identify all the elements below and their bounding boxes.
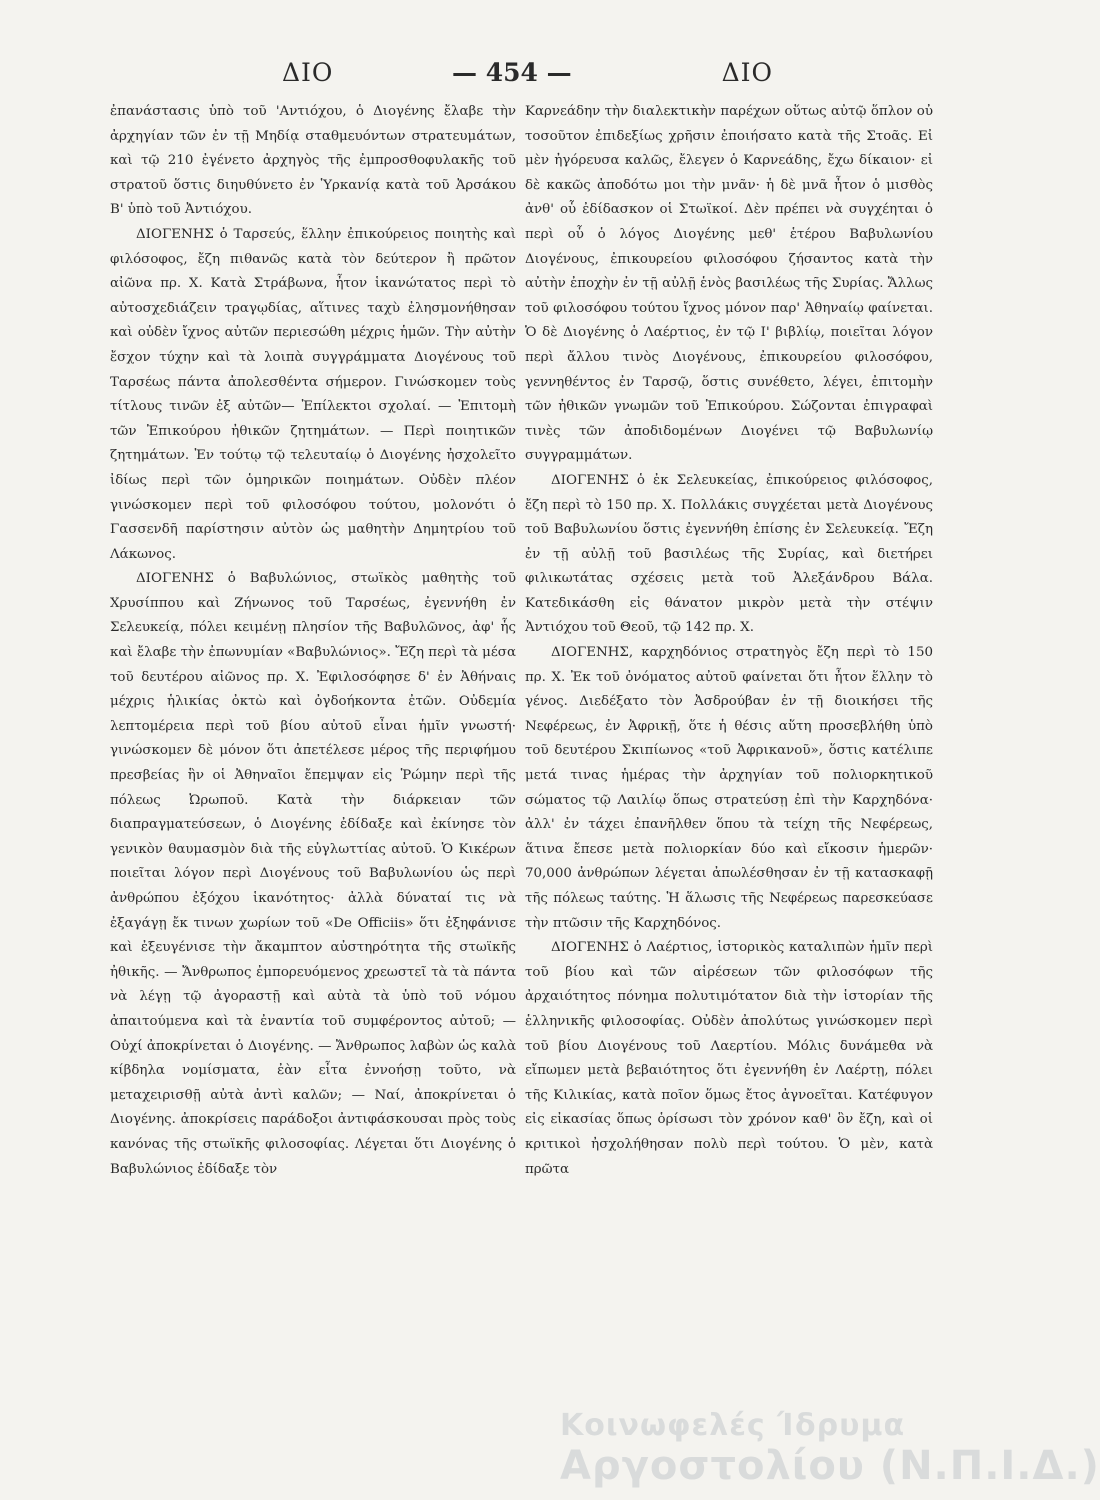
entry-diogenes-seleucia: ΔΙΟΓΕΝΗΣ ὁ ἐκ Σελευκείας, ἐπικούρειος φιλόσοφος, ἔζη περὶ τὸ 150 πρ. Χ. Πολλάκις συγχέεται μετὰ Διογένους τοῦ Βαβυλωνίου ὅστις ἐγεννήθη ἐπίσης ἐν Σελευκείᾳ. Ἔζη ἐν τῇ αὐλῇ τοῦ βασιλέως τῆς Συρίας, καὶ διετήρει φιλικωτάτας σχέσεις μετὰ τοῦ Ἀλεξάνδρου Βάλα. Κατεδικάσθη εἰς θάνατον μικρὸν μετὰ τὴν στέψιν Ἀντιόχου τοῦ Θεοῦ, τῷ 142 πρ. Χ.: [525, 472, 933, 636]
entry-diogenes-carthaginian: ΔΙΟΓΕΝΗΣ, καρχηδόνιος στρατηγὸς ἔζη περὶ τὸ 150 πρ. Χ. Ἐκ τοῦ ὀνόματος αὐτοῦ φαίνεται ὅτι ἦτον ἕλλην τὸ γένος. Διεδέξατο τὸν Ἀσδρούβαν ἐν τῇ διοικήσει τῆς Νεφέρεως, ἐν Ἀφρικῇ, ὅτε ἡ θέσις αὕτη προσεβλήθη ὑπὸ τοῦ δευτέρου Σκιπίωνος «τοῦ Ἀφρικανοῦ», ὅστις κατέλιπε μετά τινας ἡμέρας τὴν ἀρχηγίαν τοῦ πολιορκητικοῦ σώματος τῷ Λαιλίῳ ὅπως στρατεύσῃ ἐπὶ τὴν Καρχηδόνα· ἀλλ' ἐν τάχει ἐπανῆλθεν ὅπου τὰ τείχη τῆς Νεφέρεως, ἅτινα ἔπεσε μετὰ πολιορκίαν δύο καὶ εἴκοσιν ἡμερῶν· 70,000 ἀνθρώπων λέγεται ἀπωλέσθησαν ἐν τῇ κατασκαφῇ τῆς πόλεως ταύτης. Ἡ ἅλωσις τῆς Νεφέρεως παρεσκεύασε τὴν πτῶσιν τῆς Καρχηδόνος.: [525, 645, 933, 931]
right-column: [525, 100, 933, 1480]
paragraph: Καρνεάδην τὴν διαλεκτικὴν παρέχων οὕτως αὐτῷ ὅπλον οὐ τοσοῦτον ἐπιδεξίως χρῆσιν ἐποιήσατο κατὰ τῆς Στοᾶς. Εἰ μὲν ἠγόρευσα καλῶς, ἔλεγεν ὁ Καρνεάδης, ἔχω δίκαιον· εἰ δὲ κακῶς ἀποδότω μοι τὴν μνᾶν· ἡ δὲ μνᾶ ἦτον ὁ μισθὸς ἀνθ' οὗ ἐδίδασκον οἱ Στωϊκοί. Δὲν πρέπει νὰ συγχέηται ὁ περὶ οὗ ὁ λόγος Διογένης μεθ' ἑτέρου Βαβυλωνίου Διογένους, ἐπικουρείου φιλοσόφου ζήσαντος κατὰ τὴν αὐτὴν ἐποχὴν ἐν τῇ αὐλῇ ἑνὸς βασιλέως τῆς Συρίας. Ἄλλως τοῦ φιλοσόφου τούτου ἴχνος μόνον παρ' Ἀθηναίῳ φαίνεται. Ὁ δὲ Διογένης ὁ Λαέρτιος, ἐν τῷ Ι' βιβλίῳ, ποιεῖται λόγον περὶ ἄλλου τινὸς Διογένους, ἐπικουρείου φιλοσόφου, γεννηθέντος ἐν Ταρσῷ, ὅστις συνέθετο, λέγει, ἐπιτομὴν τῶν ἠθικῶν γνωμῶν τοῦ Ἐπικούρου. Σώζονται ἐπιγραφαὶ τινὲς τῶν ἀποδιδομένων Διογένει τῷ Βαβυλωνίῳ συγγραμμάτων.: [525, 104, 933, 464]
left-column: [110, 100, 516, 1480]
entry-diogenes-babylonios: ΔΙΟΓΕΝΗΣ ὁ Βαβυλώνιος, στωϊκὸς μαθητὴς τοῦ Χρυσίππου καὶ Ζήνωνος τοῦ Ταρσέως, ἐγεννήθη ἐν Σελευκείᾳ, πόλει κειμένῃ πλησίον τῆς Βαβυλῶνος, ἀφ' ἧς καὶ ἔλαβε τὴν ἐπωνυμίαν «Βαβυλώνιος». Ἔζη περὶ τὰ μέσα τοῦ δευτέρου αἰῶνος πρ. Χ. Ἐφιλοσόφησε δ' ἐν Ἀθήναις μέχρις ἡλικίας ὀκτὼ καὶ ὀγδοήκοντα ἐτῶν. Οὐδεμία λεπτομέρεια περὶ τοῦ βίου αὐτοῦ εἶναι ἡμῖν γνωστή· γινώσκομεν δὲ μόνον ὅτι ἀπετέλεσε μέρος τῆς περιφήμου πρεσβείας ἣν οἱ Ἀθηναῖοι ἔπεμψαν εἰς Ῥώμην περὶ τῆς πόλεως Ὠρωποῦ. Κατὰ τὴν διάρκειαν τῶν διαπραγματεύσεων, ὁ Διογένης ἐδίδαξε καὶ ἐκίνησε τὸν γενικὸν θαυμασμὸν διὰ τῆς εὐγλωττίας αὐτοῦ. Ὁ Κικέρων ποιεῖται λόγον περὶ Διογένους τοῦ Βαβυλωνίου ὡς περὶ ἀνθρώπου ἐξόχου ἱκανότητος· ἀλλὰ δύναταί τις νὰ ἐξαγάγῃ ἔκ τινων χωρίων τοῦ «De Officiis» ὅτι ἐξηφάνισε καὶ ἐξευγένισε τὴν ἄκαμπτον αὐστηρότητα τῆς στωϊκῆς ἠθικῆς. — Ἄνθρωπος ἐμπορευόμενος χρεωστεῖ τὰ τὰ πάντα νὰ λέγῃ τῷ ἀγοραστῇ καὶ αὐτὰ τὰ ὑπὸ τοῦ νόμου ἀπαιτούμενα καὶ τὰ ἐναντία τοῦ συμφέροντος αὐτοῦ; — Οὐχί ἀποκρίνεται ὁ Διογένης. — Ἄνθρωπος λαβὼν ὡς καλὰ κίβδηλα νομίσματα, ἐὰν εἶτα ἐννοήσῃ τοῦτο, νὰ μεταχειρισθῇ αὐτὰ ἀντὶ καλῶν; — Ναί, ἀποκρίνεται ὁ Διογένης. ἀποκρίσεις παράδοξοι ἀντιφάσκουσαι πρὸς τοὺς κανόνας τῆς στωϊκῆς φιλοσοφίας. Λέγεται ὅτι Διογένης ὁ Βαβυλώνιος ἐδίδαξε τὸν: [110, 571, 516, 1177]
running-head-right: ΔΙΟ: [721, 58, 773, 87]
library-watermark: [560, 1408, 1100, 1489]
entry-diogenes-tarseus: ΔΙΟΓΕΝΗΣ ὁ Ταρσεύς, ἕλλην ἐπικούρειος ποιητὴς καὶ φιλόσοφος, ἔζη πιθανῶς κατὰ τὸν δεύτερον ἢ πρῶτον αἰῶνα πρ. Χ. Κατὰ Στράβωνα, ἦτον ἱκανώτατος περὶ τὸ αὐτοσχεδιάζειν τραγῳδίας, αἵτινες ταχὺ ἐλησμονήθησαν καὶ οὐδὲν ἴχνος αὐτῶν περιεσώθη μέχρις ἡμῶν. Τὴν αὐτὴν ἔσχον τύχην καὶ τὰ λοιπὰ συγγράμματα Διογένους τοῦ Ταρσέως πάντα ἀπολεσθέντα σήμερον. Γινώσκομεν τοὺς τίτλους τινῶν ἐξ αὐτῶν— Ἐπίλεκτοι σχολαί. — Ἐπιτομὴ τῶν Ἐπικούρου ἠθικῶν ζητημάτων. — Περὶ ποιητικῶν ζητημάτων. Ἐν τούτῳ τῷ τελευταίῳ ὁ Διογένης ἠσχολεῖτο ἰδίως περὶ τῶν ὁμηρικῶν ποιημάτων. Οὐδὲν πλέον γινώσκομεν περὶ τοῦ φιλοσόφου τούτου, μολονότι ὁ Γασσενδῆ παρίστησιν αὐτὸν ὡς μαθητὴν Δημητρίου τοῦ Λάκωνος.: [110, 226, 516, 562]
watermark-line-1: Κοινωφελές Ίδρυμα: [560, 1408, 906, 1443]
watermark-line-2: Αργοστολίου (Ν.Π.Ι.Δ.): [560, 1443, 1100, 1489]
page-header: [112, 58, 873, 98]
running-head-left: ΔΙΟ: [282, 58, 334, 87]
entry-diogenes-laertios: ΔΙΟΓΕΝΗΣ ὁ Λαέρτιος, ἱστορικὸς καταλιπὼν ἡμῖν περὶ τοῦ βίου καὶ τῶν αἱρέσεων τῶν φιλοσόφων τῆς ἀρχαιότητος πόνημα πολυτιμότατον διὰ τὴν ἱστορίαν τῆς ἑλληνικῆς φιλοσοφίας. Οὐδὲν ἀπολύτως γινώσκομεν περὶ τοῦ βίου Διογένους τοῦ Λαερτίου. Μόλις δυνάμεθα νὰ εἴπωμεν μετὰ βεβαιότητος ὅτι ἐγεννήθη ἐν Λαέρτῃ, πόλει τῆς Κιλικίας, κατὰ ποῖον ὅμως ἔτος ἀγνοεῖται. Κατέφυγον εἰς εἰκασίας ὅπως ὁρίσωσι τὸν χρόνον καθ' ὃν ἔζη, καὶ οἱ κριτικοὶ ἠσχολήθησαν πολὺ περὶ τούτου. Ὁ μὲν, κατὰ πρῶτα: [525, 940, 933, 1177]
page-number: — 454 —: [452, 58, 572, 87]
paragraph: ἐπανάστασις ὑπὸ τοῦ 'Αντιόχου, ὁ Διογένης ἔλαβε τὴν ἀρχηγίαν τῶν ἐν τῇ Μηδίᾳ σταθμευόντων στρατευμάτων, καὶ τῷ 210 ἐγένετο ἀρχηγὸς τῆς ἐμπροσθοφυλακῆς τοῦ στρατοῦ ὅστις διηυθύνετο ἐν Ὑρκανίᾳ κατὰ τοῦ Ἀρσάκου Β' ὑπὸ τοῦ Ἀντιόχου.: [110, 104, 516, 218]
